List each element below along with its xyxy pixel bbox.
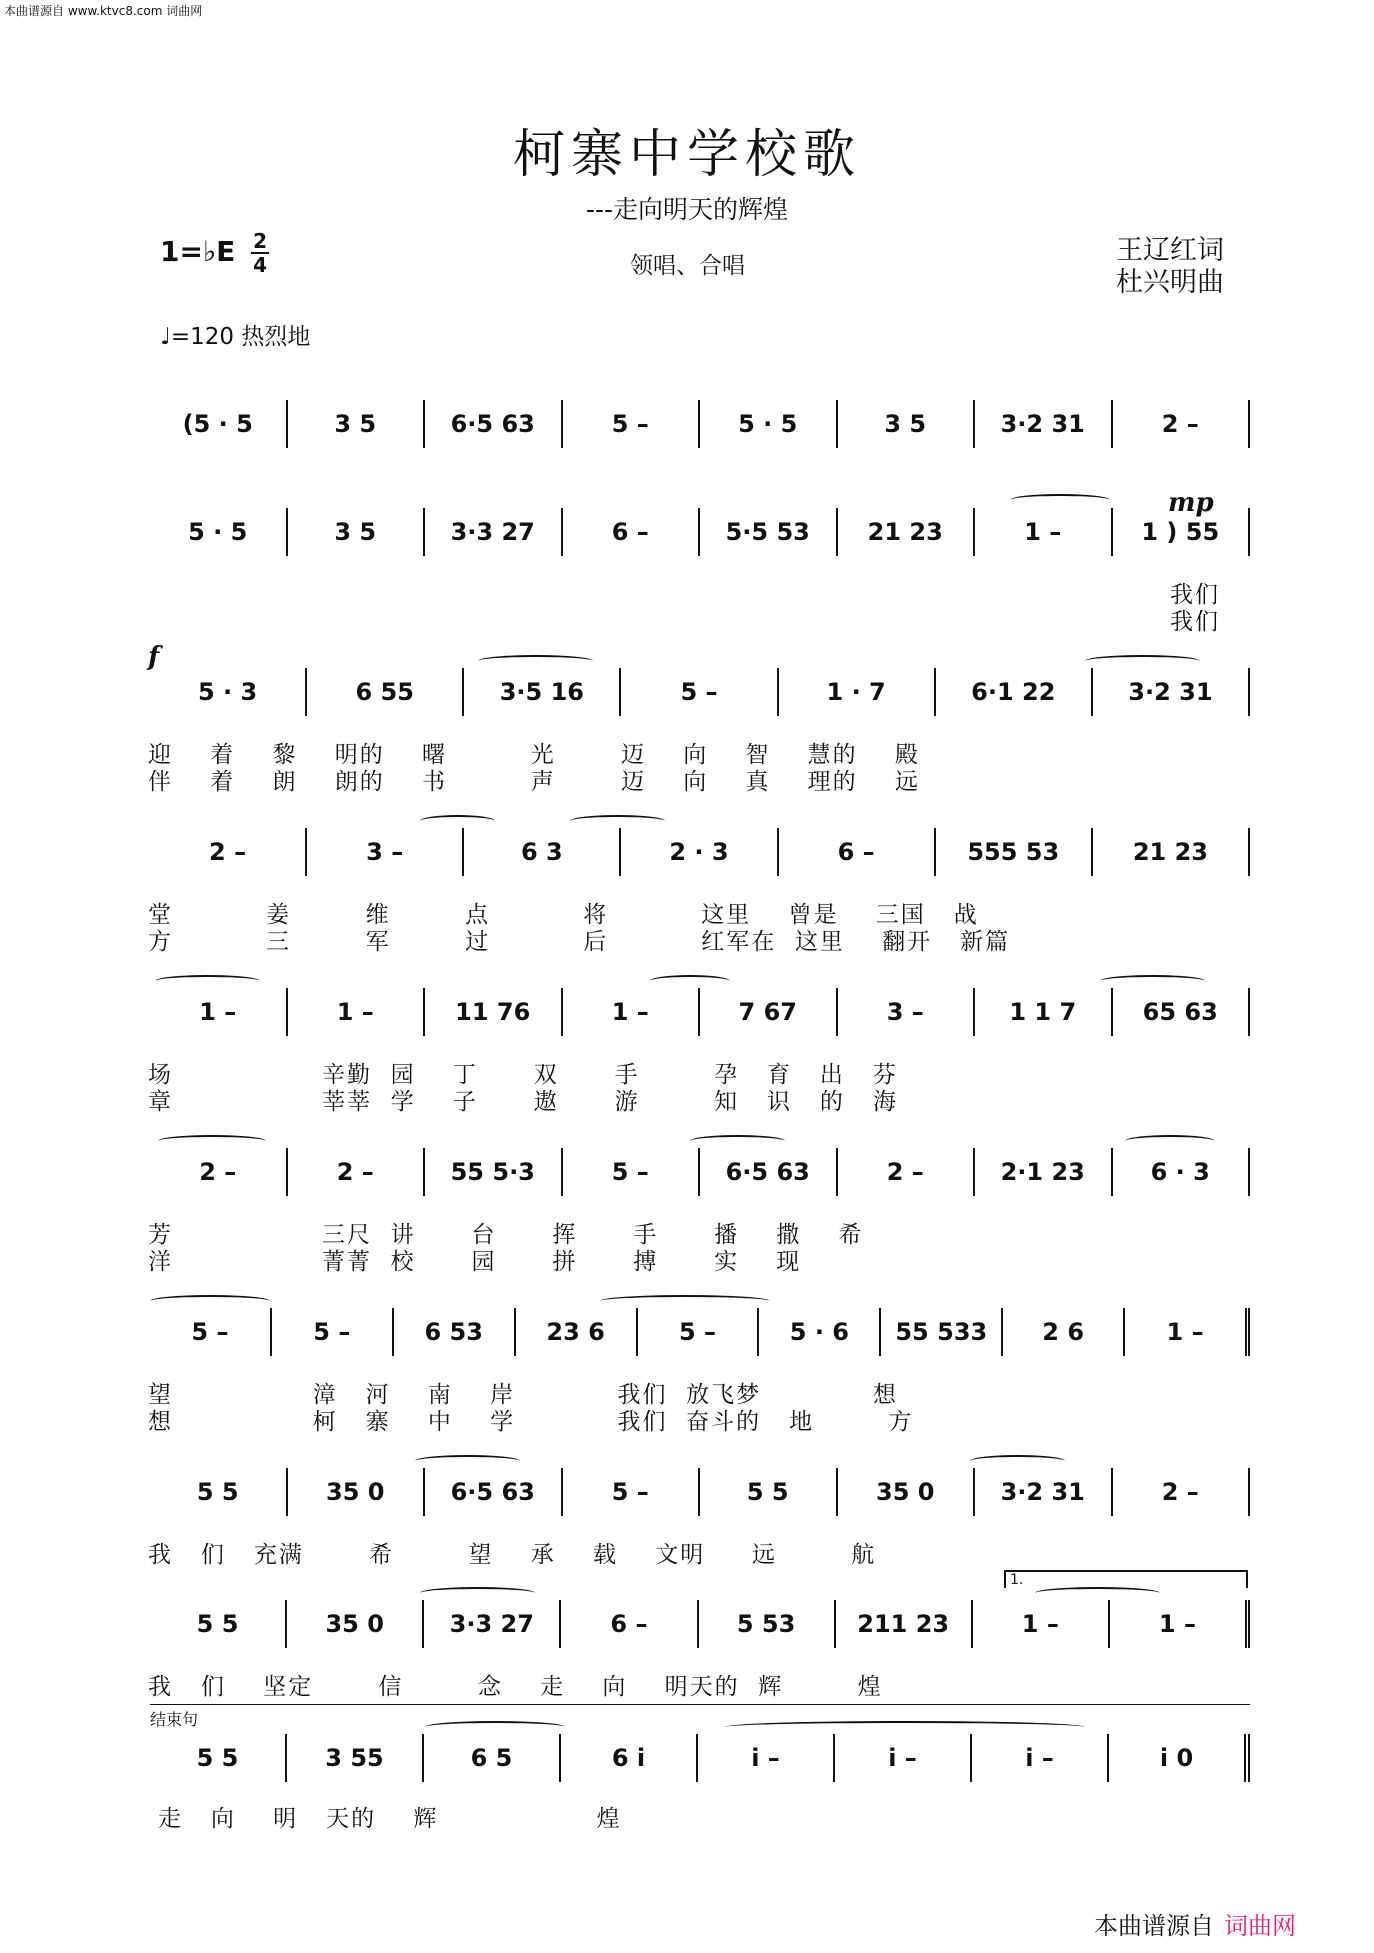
key-signature — [160, 230, 269, 276]
measure: 35 0 — [838, 1468, 976, 1516]
measure: 2·1 23 — [975, 1148, 1113, 1196]
measure: 3 5 — [288, 400, 426, 448]
measure: 5 – — [563, 1148, 701, 1196]
lyric-line: 伴 着 朗 朗的 书 声 迈 向 真 理的 远 — [148, 769, 920, 795]
measure: 1 · 7 — [779, 668, 936, 716]
lyric-line: 芳 三尺 讲 台 挥 手 播 撒 希 — [148, 1222, 864, 1248]
measure: 21 23 — [838, 508, 976, 556]
measure: 5 – — [272, 1308, 394, 1356]
dynamic-mp: mp — [1168, 488, 1214, 518]
measure: 5 – — [638, 1308, 760, 1356]
measure: 35 0 — [287, 1600, 424, 1648]
time-signature — [251, 230, 269, 276]
measure: 1 1 7 — [975, 988, 1113, 1036]
lyric-line: 想 柯 寨 中 学 我们 奋斗的 地 方 — [148, 1409, 914, 1435]
measure: 6 55 — [307, 668, 464, 716]
measure: 555 53 — [936, 828, 1093, 876]
score-row-9 — [150, 1600, 1250, 1648]
tempo-marking: ♩=120 热烈地 — [160, 324, 311, 350]
measure: 1 – — [563, 988, 701, 1036]
measure: 3·2 31 — [975, 400, 1113, 448]
song-subtitle: ---走向明天的辉煌 — [585, 195, 789, 224]
measure: 6 3 — [464, 828, 621, 876]
lyric-line: 洋 菁菁 校 园 拼 搏 实 现 — [148, 1249, 802, 1275]
measure: 5 · 5 — [700, 400, 838, 448]
measure: 5 5 — [150, 1468, 288, 1516]
lyric-line: 场 辛勤 园 丁 双 手 孕 育 出 芬 — [148, 1062, 898, 1088]
measure: 2 – — [288, 1148, 426, 1196]
lyric-line: 我们 — [1170, 609, 1220, 635]
time-bottom: 4 — [253, 253, 267, 277]
ending-section-label: 结束句 — [150, 1704, 1250, 1730]
measure: 55 5·3 — [425, 1148, 563, 1196]
measure: 6 – — [561, 1600, 698, 1648]
measure: 3·5 16 — [464, 668, 621, 716]
measure: 21 23 — [1093, 828, 1250, 876]
measure: 6 – — [779, 828, 936, 876]
measure: 2 6 — [1003, 1308, 1125, 1356]
measure: 5 · 5 — [150, 508, 288, 556]
lyric-line: 章 莘莘 学 子 遨 游 知 识 的 海 — [148, 1089, 898, 1115]
measure: 1 ) 55 — [1113, 508, 1251, 556]
measure: 5 · 3 — [150, 668, 307, 716]
credits — [1116, 235, 1224, 299]
dynamic-f: f — [148, 642, 160, 672]
measure: 1 – — [288, 988, 426, 1036]
measure: 11 76 — [425, 988, 563, 1036]
measure: 5·5 53 — [700, 508, 838, 556]
measure: 6 53 — [394, 1308, 516, 1356]
measure: 5 – — [563, 1468, 701, 1516]
measure-final: i 0 — [1109, 1734, 1250, 1782]
measure: 5 · 6 — [759, 1308, 881, 1356]
score-row-3 — [150, 668, 1250, 716]
lyric-line: 望 漳 河 南 岸 我们 放飞梦 想 — [148, 1382, 898, 1408]
measure: 3·2 31 — [975, 1468, 1113, 1516]
measure: 2 – — [150, 828, 307, 876]
measure: 2 · 3 — [621, 828, 778, 876]
measure: 6·5 63 — [700, 1148, 838, 1196]
lyric-line: 堂 姜 维 点 将 这里 曾是 三国 战 — [148, 902, 979, 928]
score-row-1 — [150, 400, 1250, 448]
measure: 6 5 — [424, 1734, 561, 1782]
measure: 23 6 — [516, 1308, 638, 1356]
score-row-5 — [150, 988, 1250, 1036]
score-row-10 — [150, 1734, 1250, 1782]
measure: 6 – — [563, 508, 701, 556]
measure: 6 i — [561, 1734, 698, 1782]
score-row-4 — [150, 828, 1250, 876]
lyric-line: 我 们 坚定 信 念 走 向 明天的 辉 煌 — [148, 1674, 883, 1700]
lyric-line: 迎 着 黎 明的 曙 光 迈 向 智 慧的 殿 — [148, 742, 920, 768]
measure: 7 67 — [700, 988, 838, 1036]
measure: 55 533 — [881, 1308, 1003, 1356]
measure-repeat-end: 1 – — [1110, 1600, 1250, 1648]
measure: 35 0 — [288, 1468, 426, 1516]
lyric-line: 我们 — [1170, 582, 1220, 608]
composer: 杜兴明曲 — [1116, 267, 1224, 298]
measure: 6·5 63 — [425, 1468, 563, 1516]
measure: 5 5 — [150, 1600, 287, 1648]
measure: 2 – — [1113, 1468, 1251, 1516]
measure: i – — [698, 1734, 835, 1782]
measure: 6 · 3 — [1113, 1148, 1251, 1196]
volta-bracket: 1. — [1004, 1570, 1248, 1588]
measure: 2 – — [838, 1148, 976, 1196]
measure: i – — [972, 1734, 1109, 1782]
measure: 2 – — [150, 1148, 288, 1196]
measure: 3·3 27 — [425, 508, 563, 556]
measure: 6·5 63 — [425, 400, 563, 448]
song-title: 柯寨中学校歌 — [512, 125, 861, 185]
watermark-text: 本曲谱源自 www.ktvc8.com 词曲网 — [4, 4, 203, 18]
lyric-line: 我 们 充满 希 望 承 载 文明 远 航 — [148, 1542, 877, 1568]
measure: 5 – — [150, 1308, 272, 1356]
measure-repeat-end: 1 – — [1125, 1308, 1250, 1356]
lyricist: 王辽红词 — [1116, 235, 1224, 266]
lyric-line: 走 向 明 天的 辉 煌 — [158, 1806, 622, 1832]
measure: 6·1 22 — [936, 668, 1093, 716]
score-row-2 — [150, 508, 1250, 556]
measure: (5 · 5 — [150, 400, 288, 448]
measure: 2 – — [1113, 400, 1251, 448]
measure: 5 5 — [150, 1734, 287, 1782]
measure: 1 – — [973, 1600, 1110, 1648]
measure: 5 – — [563, 400, 701, 448]
performance-note: 领唱、合唱 — [630, 253, 745, 279]
measure: 1 – — [975, 508, 1113, 556]
measure: 3 5 — [288, 508, 426, 556]
measure: 3 – — [307, 828, 464, 876]
measure: 3·3 27 — [424, 1600, 561, 1648]
measure: 5 5 — [700, 1468, 838, 1516]
measure: 5 53 — [699, 1600, 836, 1648]
score-row-8 — [150, 1468, 1250, 1516]
score-row-7 — [150, 1308, 1250, 1356]
measure: 3 – — [838, 988, 976, 1036]
measure: 3 55 — [287, 1734, 424, 1782]
measure: 3·2 31 — [1093, 668, 1250, 716]
score-row-6 — [150, 1148, 1250, 1196]
lyric-line: 方 三 军 过 后 红军在 这里 翻开 新篇 — [148, 929, 1011, 955]
footer-source-text: 本曲谱源自 — [1094, 1912, 1214, 1940]
measure: 65 63 — [1113, 988, 1251, 1036]
key-label: 1=♭E — [160, 235, 236, 268]
footer-site-link[interactable]: 词曲网 — [1224, 1912, 1296, 1940]
measure: 3 5 — [838, 400, 976, 448]
measure: 1 – — [150, 988, 288, 1036]
time-top: 2 — [253, 229, 267, 253]
measure: 5 – — [621, 668, 778, 716]
measure: i – — [835, 1734, 972, 1782]
measure: 211 23 — [836, 1600, 973, 1648]
